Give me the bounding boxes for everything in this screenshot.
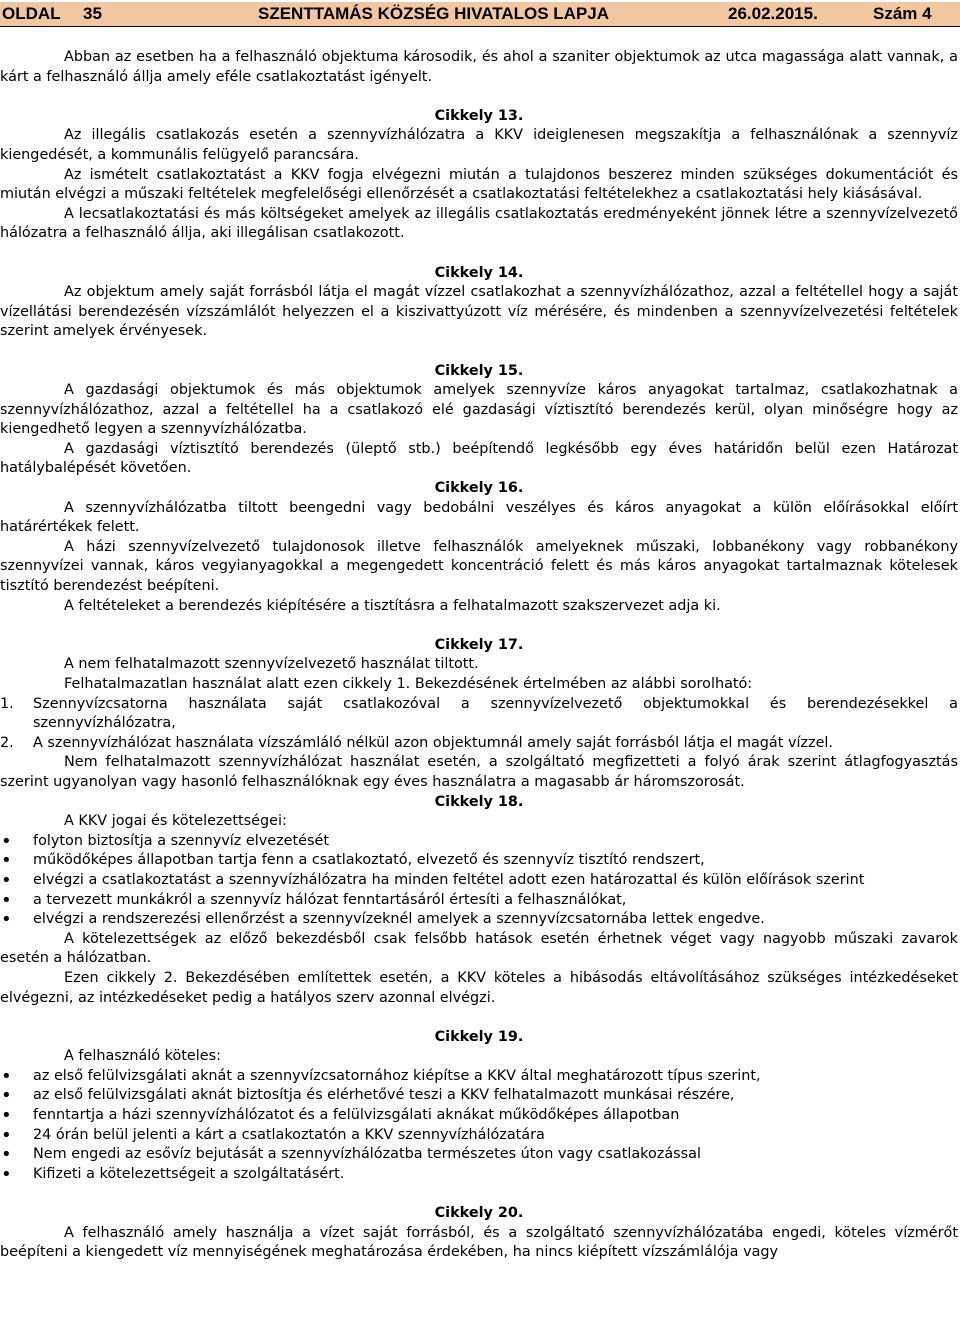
- item-text: fenntartja a házi szennyvízhálózatot és a felülvizsgálati aknákat működőképes állapotban: [33, 1107, 680, 1124]
- bullet-icon: •: [1, 1085, 12, 1107]
- paragraph: Nem felhatalmazott szennyvízhálózat használat esetén, a szolgáltató megfizetteti a folyó árak szerint átlagfogyasztás szerint ugyanolyan vagy hasonló felhasználóknak egy éves használatra a magasabb ár háromszorosát.: [0, 754, 958, 790]
- page-label: OLDAL: [2, 4, 61, 23]
- paragraph: A nem felhatalmazott szennyvízelvezető használat tiltott.: [64, 656, 479, 673]
- spacer: [0, 1008, 958, 1028]
- bullet-icon: •: [1, 1105, 12, 1127]
- item-number: 1.: [0, 695, 14, 712]
- page-number: 35: [83, 4, 102, 23]
- paragraph: A felhasználó köteles:: [64, 1048, 221, 1065]
- item-text: elvégzi a rendszerezési ellenőrzést a szennyvízeknél amelyek a szennyvízcsatornába lettek engedve.: [33, 911, 765, 928]
- paragraph: A gazdasági víztisztító berendezés (üleptő stb.) beépítendő legkésőbb egy éves határidőn belül ezen Határozat hatálybalépését követően.: [0, 440, 958, 477]
- item-text: 24 órán belül jelenti a kárt a csatlakoztatón a KKV szennyvízhálózatára: [33, 1126, 545, 1143]
- paragraph: A lecsatlakoztatási és más költségeket amelyek az illegális csatlakoztatás eredményeként jönnek létre a szennyvízelvezető hálózatra a felhasználó állja, aki illegálisan csatlakozott.: [0, 205, 958, 242]
- item-text: Szennyvízcsatorna használata saját csatlakozóval a szennyvízelvezető objektumokkal és berendezésekkel a szennyvízhálózatra,: [33, 695, 958, 732]
- paragraph: A KKV jogai és kötelezettségei:: [64, 813, 287, 830]
- bullet-icon: •: [1, 850, 12, 872]
- paragraph: Az ismételt csatlakoztatást a KKV fogja elvégezni miután a tulajdonos beszerez minden szükséges dokumentációt és miután elvégzi a műszaki feltételek megfelelőségi ellenőrzését a csatlakoztatási feltételekhez a csatlakoztatási hely kiásásával.: [0, 166, 958, 203]
- bullet-item: [0, 832, 958, 852]
- issue-number: Szám 4: [873, 4, 932, 23]
- paragraph: A szennyvízhálózatba tiltott beengedni vagy bedobálni veszélyes és káros anyagokat a külön előírásokkal előírt határértékek felett.: [0, 499, 958, 536]
- bullet-icon: •: [1, 830, 12, 852]
- item-text: folyton biztosítja a szennyvíz elvezetését: [33, 832, 330, 849]
- spacer: [0, 87, 958, 107]
- bullet-item: [0, 910, 958, 930]
- article-heading: Cikkely 15.: [434, 362, 524, 379]
- numbered-item: [0, 695, 958, 734]
- item-text: a tervezett munkákról a szennyvíz hálózat fenntartásáról értesíti a felhasználókat,: [33, 891, 627, 908]
- paragraph: Abban az esetben ha a felhasználó objektuma károsodik, és ahol a szaniter objektumok az utca magassága alatt vannak, a kárt a felhasználó állja amely eféle csatlakoztatást igényelt.: [0, 49, 958, 85]
- bullet-item: [0, 1145, 958, 1165]
- bullet-item: [0, 851, 958, 871]
- article-heading: Cikkely 14.: [434, 264, 524, 281]
- bullet-item: [0, 1126, 958, 1146]
- article-heading: Cikkely 17.: [434, 636, 524, 653]
- article-heading: Cikkely 18.: [434, 793, 524, 810]
- article-heading: Cikkely 19.: [434, 1028, 524, 1045]
- item-text: A szennyvízhálózat használata vízszámláló nélkül azon objektumnál amely saját forrásból látja el magát vízzel.: [33, 734, 833, 751]
- item-text: Nem engedi az esővíz bejutását a szennyvízhálózatba természetes úton vagy csatlakozással: [33, 1146, 701, 1163]
- bullet-icon: •: [1, 889, 12, 911]
- paragraph: Ezen cikkely 2. Bekezdésében említettek esetén, a KKV köteles a hibásodás eltávolításához szükséges intézkedéseket elvégezni, az intézkedéseket pedig a hatályos szerv azonnal elvégzi.: [0, 969, 958, 1006]
- article-heading: Cikkely 20.: [434, 1205, 524, 1222]
- bullet-item: [0, 1067, 958, 1087]
- spacer: [0, 1184, 958, 1204]
- document-body: [0, 48, 958, 1263]
- spacer: [0, 342, 958, 362]
- spacer: [0, 616, 958, 636]
- paragraph: A kötelezettségek az előző bekezdésből csak felsőbb hatások esetén érhetnek véget vagy nagyobb műszaki zavarok esetén a hálózatban.: [0, 930, 958, 967]
- bullet-icon: •: [1, 909, 12, 931]
- bullet-item: [0, 891, 958, 911]
- bullet-icon: •: [1, 1124, 12, 1146]
- item-text: az első felülvizsgálati aknát biztosítja és elérhetővé teszi a KKV felhatalmazott munkásai részére,: [33, 1087, 735, 1104]
- paragraph: A házi szennyvízelvezető tulajdonosok illetve felhasználók amelyeknek műszaki, lobbanékony vagy robbanékony szennyvízei vannak, káros vegyianyagokkal a megengedett koncentráció felett és más káros anyagokat tartalmaznak kötelesek tisztító berendezést beépíteni.: [0, 538, 958, 595]
- spacer: [0, 244, 958, 264]
- publication-title: SZENTTAMÁS KÖZSÉG HIVATALOS LAPJA: [258, 4, 610, 23]
- paragraph: Felhatalmazatlan használat alatt ezen cikkely 1. Bekezdésének értelmében az alábbi sorolható:: [64, 676, 753, 692]
- item-text: működőképes állapotban tartja fenn a csatlakoztató, elvezető és szennyvíz tisztító rendszert,: [33, 852, 705, 869]
- bullet-item: [0, 1086, 958, 1106]
- bullet-icon: •: [1, 1163, 12, 1185]
- paragraph: A feltételeket a berendezés kiépítésére a tisztításra a felhatalmazott szakszervezet adja ki.: [64, 597, 721, 614]
- bullet-icon: •: [1, 1065, 12, 1087]
- page-header: [0, 2, 960, 27]
- item-text: elvégzi a csatlakoztatást a szennyvízhálózatra ha minden feltétel adott ezen határozattal és külön előírások szerint: [33, 871, 865, 888]
- article-heading: Cikkely 16.: [434, 480, 524, 497]
- paragraph: Az illegális csatlakozás esetén a szennyvízhálózatra a KKV ideiglenesen megszakítja a felhasználónak a szennyvíz kiengedését, a kommunális felügyelő parancsára.: [0, 127, 958, 163]
- numbered-item: [0, 734, 958, 754]
- bullet-item: [0, 871, 958, 891]
- bullet-item: [0, 1106, 958, 1126]
- bullet-icon: •: [1, 1144, 12, 1166]
- bullet-icon: •: [1, 869, 12, 891]
- paragraph: A gazdasági objektumok és más objektumok amelyek szennyvíze káros anyagokat tartalmaz, csatlakozhatnak a szennyvízhálózathoz, azzal a feltétellel ha a csatlakozó elé gazdasági víztisztító berendezés kerül, olyan minőségre hogy az kiengedhető legyen a szennyvízhálózatba.: [0, 382, 958, 438]
- article-heading: Cikkely 13.: [434, 107, 524, 124]
- item-number: 2.: [0, 734, 14, 751]
- paragraph: Az objektum amely saját forrásból látja el magát vízzel csatlakozhat a szennyvízhálózathoz, azzal a feltétellel hogy a saját vízellátási berendezésén vízszámlálót helyezzen el a kiszivattyúzott víz mérésére, és mindenben a szennyvízelvezetési feltételek szerint amelyek érvényesek.: [0, 284, 958, 340]
- bullet-item: [0, 1165, 958, 1185]
- item-text: az első felülvizsgálati aknát a szennyvízcsatornához kiépítse a KKV által meghatározott típus szerint,: [33, 1067, 761, 1084]
- issue-date: 26.02.2015.: [728, 4, 818, 23]
- paragraph: A felhasználó amely használja a vízet saját forrásból, és a szolgáltató szennyvízhálózatába engedi, köteles vízmérőt beépíteni a kiengedett víz mennyiségének meghatározása érdekében, ha nincs kiépített vízszámlálója vagy: [0, 1224, 958, 1261]
- item-text: Kifizeti a kötelezettségeit a szolgáltatásért.: [33, 1165, 345, 1182]
